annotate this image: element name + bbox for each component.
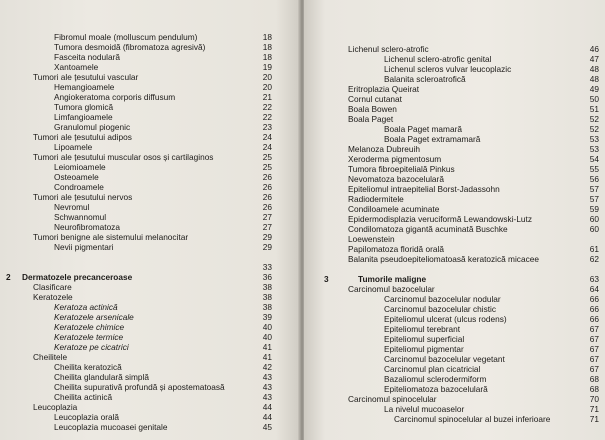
- entry-title: Limfangioamele: [54, 112, 113, 122]
- page-number: 46: [589, 44, 599, 54]
- toc-entry-row: [304, 394, 605, 404]
- page-number: 68: [589, 384, 599, 394]
- toc-entry-row: [0, 302, 300, 312]
- entry-title: Schwannomul: [54, 212, 107, 222]
- page-number: 44: [262, 412, 272, 422]
- page-number: 19: [262, 62, 272, 72]
- toc-entry-row: [304, 264, 605, 274]
- page-number: 67: [589, 354, 599, 364]
- entry-title: Papilomatoza floridă orală: [348, 244, 444, 254]
- page-number: 36: [262, 272, 272, 282]
- page-number: 47: [589, 54, 599, 64]
- page-number: 54: [589, 154, 599, 164]
- toc-entry-row: [304, 104, 605, 114]
- page-number: 64: [589, 284, 599, 294]
- entry-title: Fibromul moale (molluscum pendulum): [54, 32, 198, 42]
- entry-title: Nevromul: [54, 202, 90, 212]
- page-number: 49: [589, 84, 599, 94]
- entry-title: Carcinomul plan cicatricial: [384, 364, 481, 374]
- toc-entry-row: [0, 232, 300, 242]
- toc-entry-row: [0, 112, 300, 122]
- page-number: 66: [589, 304, 599, 314]
- toc-entry-row: [0, 152, 300, 162]
- page-number: 18: [262, 42, 272, 52]
- toc-entry-row: [0, 182, 300, 192]
- page-number: 38: [262, 292, 272, 302]
- entry-title: Bazaliomul sclerodermiform: [384, 374, 487, 384]
- toc-entry-row: [304, 284, 605, 294]
- entry-title: Fasceita nodulară: [54, 52, 120, 62]
- toc-entry-row: [0, 372, 300, 382]
- toc-entry-row: [304, 44, 605, 54]
- page-number: 50: [589, 94, 599, 104]
- toc-entry-row: [0, 332, 300, 342]
- entry-title: Keratozele termice: [54, 332, 124, 342]
- toc-entry-row: [304, 294, 605, 304]
- page-number: 67: [589, 324, 599, 334]
- entry-title: Tumori ale țesutului vascular: [33, 72, 139, 82]
- entry-title: Balanita scleroatrofică: [384, 74, 466, 84]
- entry-title: Boala Bowen: [348, 104, 397, 114]
- toc-entry-row: [0, 262, 300, 272]
- entry-title: Leiomioamele: [54, 162, 106, 172]
- toc-entry-row: [0, 162, 300, 172]
- toc-entry-row: [304, 224, 605, 234]
- entry-title: Clasificare: [33, 282, 72, 292]
- toc-entry-row: [0, 52, 300, 62]
- entry-title: Carcinomul spinocelular al buzei inferioare: [394, 414, 551, 424]
- page-number: 26: [262, 192, 272, 202]
- toc-entry-row: [304, 354, 605, 364]
- page-number: 26: [262, 182, 272, 192]
- entry-title: Cornul cutanat: [348, 94, 402, 104]
- page-number: 38: [262, 282, 272, 292]
- toc-entry-row: [304, 144, 605, 154]
- toc-entry-row: [304, 324, 605, 334]
- toc-entry-row: [0, 102, 300, 112]
- page-number: 26: [262, 202, 272, 212]
- toc-entry-row: [304, 34, 605, 44]
- toc-entry-row: [0, 402, 300, 412]
- entry-title: Loewenstein: [348, 234, 395, 244]
- toc-entry-row: [0, 172, 300, 182]
- toc-entry-row: [304, 404, 605, 414]
- page-number: 48: [589, 74, 599, 84]
- toc-entry-row: [304, 364, 605, 374]
- toc-entry-row: [0, 342, 300, 352]
- toc-entry-row: [304, 124, 605, 134]
- entry-title: Tumora desmoidă (fibromatoza agresivă): [54, 42, 206, 52]
- toc-entry-row: [0, 32, 300, 42]
- page-number: 25: [262, 152, 272, 162]
- entry-title: Lichenul scleros vulvar leucoplazic: [384, 64, 512, 74]
- entry-title: Cheilita glandulară simplă: [54, 372, 150, 382]
- page-number: 55: [589, 164, 599, 174]
- page-number: 52: [589, 114, 599, 124]
- page-number: 67: [589, 344, 599, 354]
- toc-entry-row: [0, 322, 300, 332]
- entry-title: Carcinomul bazocelular: [348, 284, 435, 294]
- page-number: 62: [589, 254, 599, 264]
- page-number: 52: [589, 124, 599, 134]
- entry-title: Radiodermitele: [348, 194, 404, 204]
- toc-entry-row: [304, 214, 605, 224]
- page-number: 43: [262, 372, 272, 382]
- page-number: 29: [262, 242, 272, 252]
- page-number: 67: [589, 334, 599, 344]
- toc-entry-row: [0, 132, 300, 142]
- page-number: 27: [262, 222, 272, 232]
- toc-entry-row: [304, 164, 605, 174]
- toc-chapter-row: [0, 272, 300, 282]
- toc-entry-row: [304, 234, 605, 244]
- toc-entry-row: [0, 312, 300, 322]
- page-number: 68: [589, 374, 599, 384]
- page-number: 39: [262, 312, 272, 322]
- page-number: 41: [262, 352, 272, 362]
- chapter-number: 3: [324, 274, 329, 284]
- toc-entry-row: [304, 414, 605, 424]
- toc-entry-row: [304, 54, 605, 64]
- toc-entry-row: [0, 282, 300, 292]
- toc-entry-row: [0, 292, 300, 302]
- page-number: 21: [262, 92, 272, 102]
- entry-title: Xantoamele: [54, 62, 99, 72]
- entry-title: Tumora fibroepitelială Pinkus: [348, 164, 455, 174]
- entry-title: Balanita pseudoepiteliomatoasă keratozică micacee: [348, 254, 539, 264]
- page-number: 33: [262, 262, 272, 272]
- toc-entry-row: [0, 392, 300, 402]
- toc-entry-row: [304, 114, 605, 124]
- entry-title: Hemangioamele: [54, 82, 115, 92]
- toc-chapter-row: [304, 274, 605, 284]
- toc-entry-row: [304, 84, 605, 94]
- page-number: 53: [589, 144, 599, 154]
- entry-title: Condroamele: [54, 182, 104, 192]
- toc-entry-row: [0, 362, 300, 372]
- entry-title: Eritroplazia Queirat: [348, 84, 420, 94]
- page-number: 60: [589, 214, 599, 224]
- entry-title: Epiteliomul ulcerat (ulcus rodens): [384, 314, 507, 324]
- entry-title: Cheilita supurativă profundă și apostematoasă: [54, 382, 225, 392]
- entry-title: Boala Paget extramamară: [384, 134, 481, 144]
- entry-title: Carcinomul bazocelular chistic: [384, 304, 497, 314]
- page-number: 22: [262, 112, 272, 122]
- chapter-title: Dermatozele precanceroase: [22, 272, 133, 282]
- entry-title: Epiteliomatoza bazocelulară: [384, 384, 488, 394]
- chapter-number: 2: [6, 272, 11, 282]
- entry-title: Melanoza Dubreuih: [348, 144, 420, 154]
- page-number: 71: [589, 414, 599, 424]
- entry-title: Tumori ale țesutului adipos: [33, 132, 132, 142]
- toc-entry-row: [304, 254, 605, 264]
- page-number: 20: [262, 82, 272, 92]
- page-number: 25: [262, 162, 272, 172]
- page-number: 51: [589, 104, 599, 114]
- entry-title: Epiteliomul pigmentar: [384, 344, 464, 354]
- page-number: 41: [262, 342, 272, 352]
- page-number: 71: [589, 404, 599, 414]
- page-number: 63: [589, 274, 599, 284]
- entry-title: Neurofibromatoza: [54, 222, 120, 232]
- entry-title: Keratoza actinică: [54, 302, 118, 312]
- toc-entry-row: [304, 334, 605, 344]
- entry-title: Condiloamele acuminate: [348, 204, 440, 214]
- page-number: 42: [262, 362, 272, 372]
- toc-entry-row: [304, 384, 605, 394]
- toc-right-page: [304, 0, 605, 440]
- entry-title: Boala Paget mamară: [384, 124, 462, 134]
- page-number: 40: [262, 322, 272, 332]
- page-number: 18: [262, 52, 272, 62]
- entry-title: Tumori ale țesutului muscular osos și cartilaginos: [33, 152, 214, 162]
- page-number: 44: [262, 402, 272, 412]
- toc-left-page: [0, 0, 300, 440]
- page-number: 22: [262, 102, 272, 112]
- page-number: 18: [262, 32, 272, 42]
- page-number: 24: [262, 142, 272, 152]
- toc-entry-row: [304, 184, 605, 194]
- entry-title: Carcinomul bazocelular nodular: [384, 294, 501, 304]
- toc-entry-row: [0, 242, 300, 252]
- entry-title: Epiteliomul superficial: [384, 334, 465, 344]
- entry-title: Carcinomul bazocelular vegetant: [384, 354, 505, 364]
- entry-title: Boala Paget: [348, 114, 394, 124]
- toc-entry-row: [0, 122, 300, 132]
- chapter-title: Tumorile maligne: [358, 274, 427, 284]
- entry-title: Epiteliomul terebrant: [384, 324, 461, 334]
- toc-entry-row: [0, 212, 300, 222]
- entry-title: Lipoamele: [54, 142, 93, 152]
- page-number: 53: [589, 134, 599, 144]
- page-number: 38: [262, 302, 272, 312]
- page-number: 29: [262, 232, 272, 242]
- toc-entry-row: [304, 304, 605, 314]
- toc-entry-row: [304, 134, 605, 144]
- toc-entry-row: [304, 174, 605, 184]
- entry-title: Tumora glomică: [54, 102, 114, 112]
- toc-entry-row: [0, 222, 300, 232]
- page-number: 24: [262, 132, 272, 142]
- toc-entry-row: [0, 412, 300, 422]
- entry-title: Epiteliomul intraepitelial Borst-Jadassohn: [348, 184, 500, 194]
- toc-entry-row: [0, 72, 300, 82]
- page-number: 48: [589, 64, 599, 74]
- toc-entry-row: [304, 154, 605, 164]
- toc-entry-row: [0, 62, 300, 72]
- entry-title: Lichenul sclero-atrofic: [348, 44, 429, 54]
- page-number: 61: [589, 244, 599, 254]
- toc-entry-row: [0, 82, 300, 92]
- toc-entry-row: [304, 94, 605, 104]
- toc-entry-row: [304, 74, 605, 84]
- entry-title: Osteoamele: [54, 172, 99, 182]
- toc-entry-row: [0, 192, 300, 202]
- entry-title: Carcinomul spinocelular: [348, 394, 437, 404]
- page-number: 66: [589, 294, 599, 304]
- entry-title: Lichenul sclero-atrofic genital: [384, 54, 492, 64]
- page-number: 66: [589, 314, 599, 324]
- toc-entry-row: [0, 42, 300, 52]
- entry-title: Keratozele arsenicale: [54, 312, 134, 322]
- toc-entry-row: [0, 382, 300, 392]
- page-number: 67: [589, 364, 599, 374]
- page-number: 60: [589, 224, 599, 234]
- page-number: 70: [589, 394, 599, 404]
- toc-entry-row: [304, 244, 605, 254]
- entry-title: Nevii pigmentari: [54, 242, 114, 252]
- toc-entry-row: [304, 344, 605, 354]
- entry-title: Cheilita keratozică: [54, 362, 122, 372]
- toc-entry-row: [0, 422, 300, 432]
- toc-entry-row: [0, 92, 300, 102]
- page-number: 43: [262, 392, 272, 402]
- toc-entry-row: [304, 374, 605, 384]
- page-number: 59: [589, 204, 599, 214]
- entry-title: Leucoplazia orală: [54, 412, 120, 422]
- entry-title: Keratoze pe cicatrici: [54, 342, 129, 352]
- page-number: 57: [589, 194, 599, 204]
- entry-title: Condilomatoza gigantă acuminată Buschke: [348, 224, 508, 234]
- toc-entry-row: [0, 352, 300, 362]
- page-number: 43: [262, 382, 272, 392]
- toc-entry-row: [304, 194, 605, 204]
- entry-title: Leucoplazia mucoasei genitale: [54, 422, 168, 432]
- page-number: 20: [262, 72, 272, 82]
- entry-title: Leucoplazia: [33, 402, 78, 412]
- toc-entry-row: [304, 204, 605, 214]
- toc-entry-row: [304, 64, 605, 74]
- entry-title: Keratozele: [33, 292, 73, 302]
- entry-title: Granulomul piogenic: [54, 122, 131, 132]
- toc-entry-row: [0, 202, 300, 212]
- page-number: 23: [262, 122, 272, 132]
- toc-entry-row: [0, 252, 300, 262]
- entry-title: Xeroderma pigmentosum: [348, 154, 442, 164]
- entry-title: Angiokeratoma corporis diffusum: [54, 92, 176, 102]
- page-number: 27: [262, 212, 272, 222]
- entry-title: Nevomatoza bazocelulară: [348, 174, 444, 184]
- entry-title: Keratozele chimice: [54, 322, 125, 332]
- page-number: 40: [262, 332, 272, 342]
- entry-title: Cheilitele: [33, 352, 68, 362]
- page-number: 45: [262, 422, 272, 432]
- toc-entry-row: [304, 314, 605, 324]
- toc-entry-row: [0, 142, 300, 152]
- entry-title: Epidermodisplazia veruciformă Lewandowski-Lutz: [348, 214, 532, 224]
- page-number: 56: [589, 174, 599, 184]
- entry-title: La nivelul mucoaselor: [384, 404, 465, 414]
- entry-title: Tumori benigne ale sistemului melanocitar: [33, 232, 189, 242]
- entry-title: Cheilita actinică: [54, 392, 113, 402]
- entry-title: Tumori ale țesutului nervos: [33, 192, 133, 202]
- page-number: 26: [262, 172, 272, 182]
- page-number: 57: [589, 184, 599, 194]
